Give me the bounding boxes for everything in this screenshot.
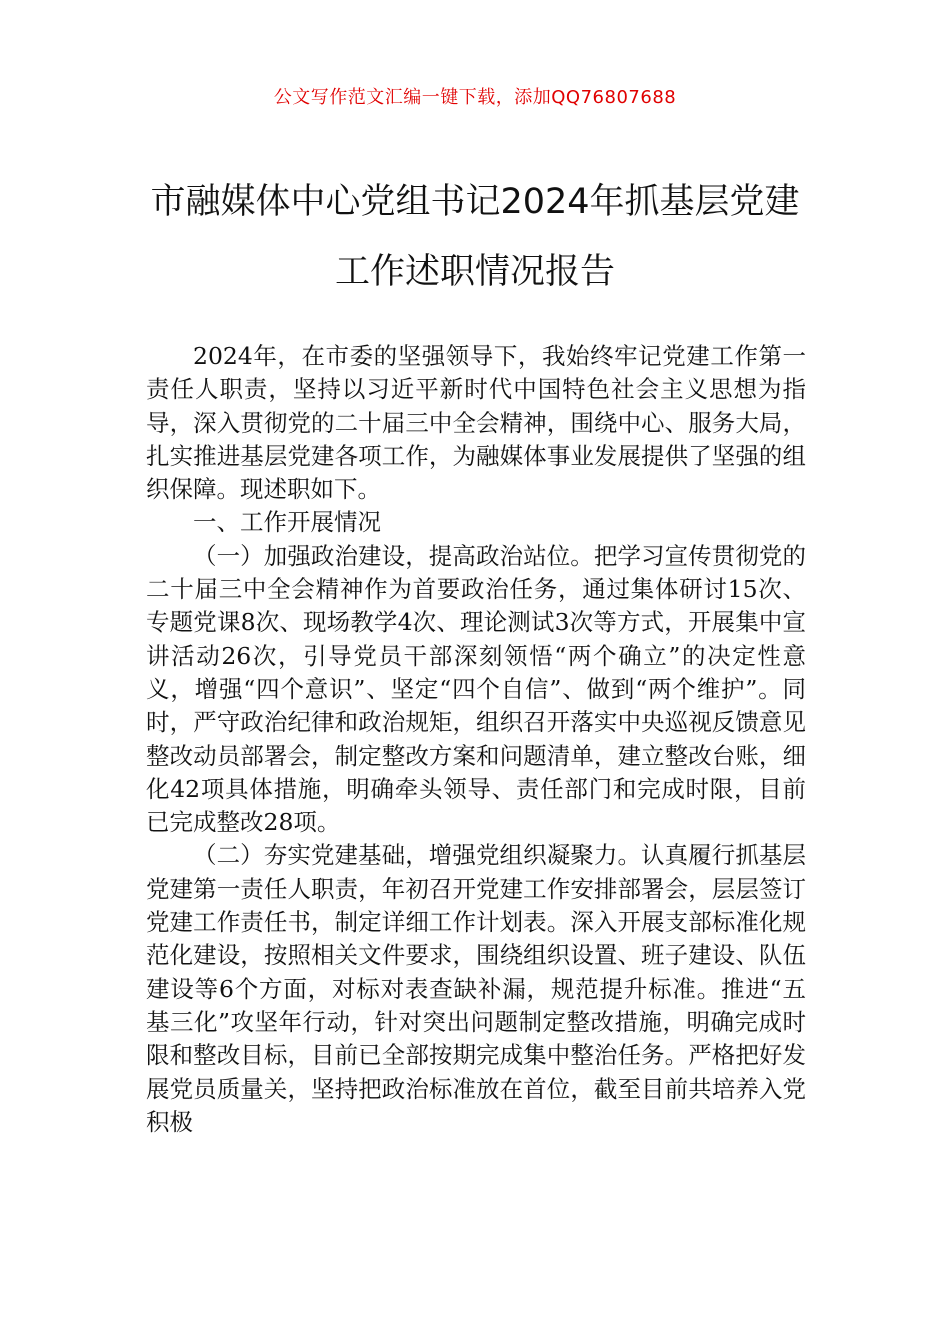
body-paragraph-1: （一）加强政治建设，提高政治站位。把学习宣传贯彻党的二十届三中全会精神作为首要政治任务，通过集体研讨15次、专题党课8次、现场教学4次、理论测试3次等方式，开展集中宣讲活动26次，引导党员干部深刻领悟“两个确立”的决定性意义，增强“四个意识”、坚定“四个自信”、做到“两个维护”。同时，严守政治纪律和政治规矩，组织召开落实中央巡视反馈意见整改动员部署会，制定整改方案和问题清单，建立整改台账，细化42项具体措施，明确牵头领导、责任部门和完成时限，目前已完成整改28项。 <box>146 541 806 837</box>
promo-banner[interactable]: 公文写作范文汇编一键下载，添加QQ76807688 <box>273 87 677 108</box>
section-heading: 一、工作开展情况 <box>193 508 381 537</box>
body-paragraph-2: （二）夯实党建基础，增强党组织凝聚力。认真履行抓基层党建第一责任人职责，年初召开党建工作安排部署会，层层签订党建工作责任书，制定详细工作计划表。深入开展支部标准化规范化建设，按照相关文件要求，围绕组织设置、班子建设、队伍建设等6个方面，对标对表查缺补漏，规范提升标准。推进“五基三化”攻坚年行动，针对突出问题制定整改措施，明确完成时限和整改目标，目前已全部按期完成集中整治任务。严格把好发展党员质量关，坚持把政治标准放在首位，截至目前共培养入党积极 <box>146 841 806 1136</box>
document-title-line-1: 市融媒体中心党组书记2024年抓基层党建 <box>150 182 800 222</box>
document-body <box>146 340 806 1139</box>
document-title-line-2: 工作述职情况报告 <box>334 252 615 292</box>
intro-paragraph: 2024年，在市委的坚强领导下，我始终牢记党建工作第一责任人职责，坚持以习近平新时代中国特色社会主义思想为指导，深入贯彻党的二十届三中全会精神，围绕中心、服务大局，扎实推进基层党建各项工作，为融媒体事业发展提供了坚强的组织保障。现述职如下。 <box>146 342 806 504</box>
